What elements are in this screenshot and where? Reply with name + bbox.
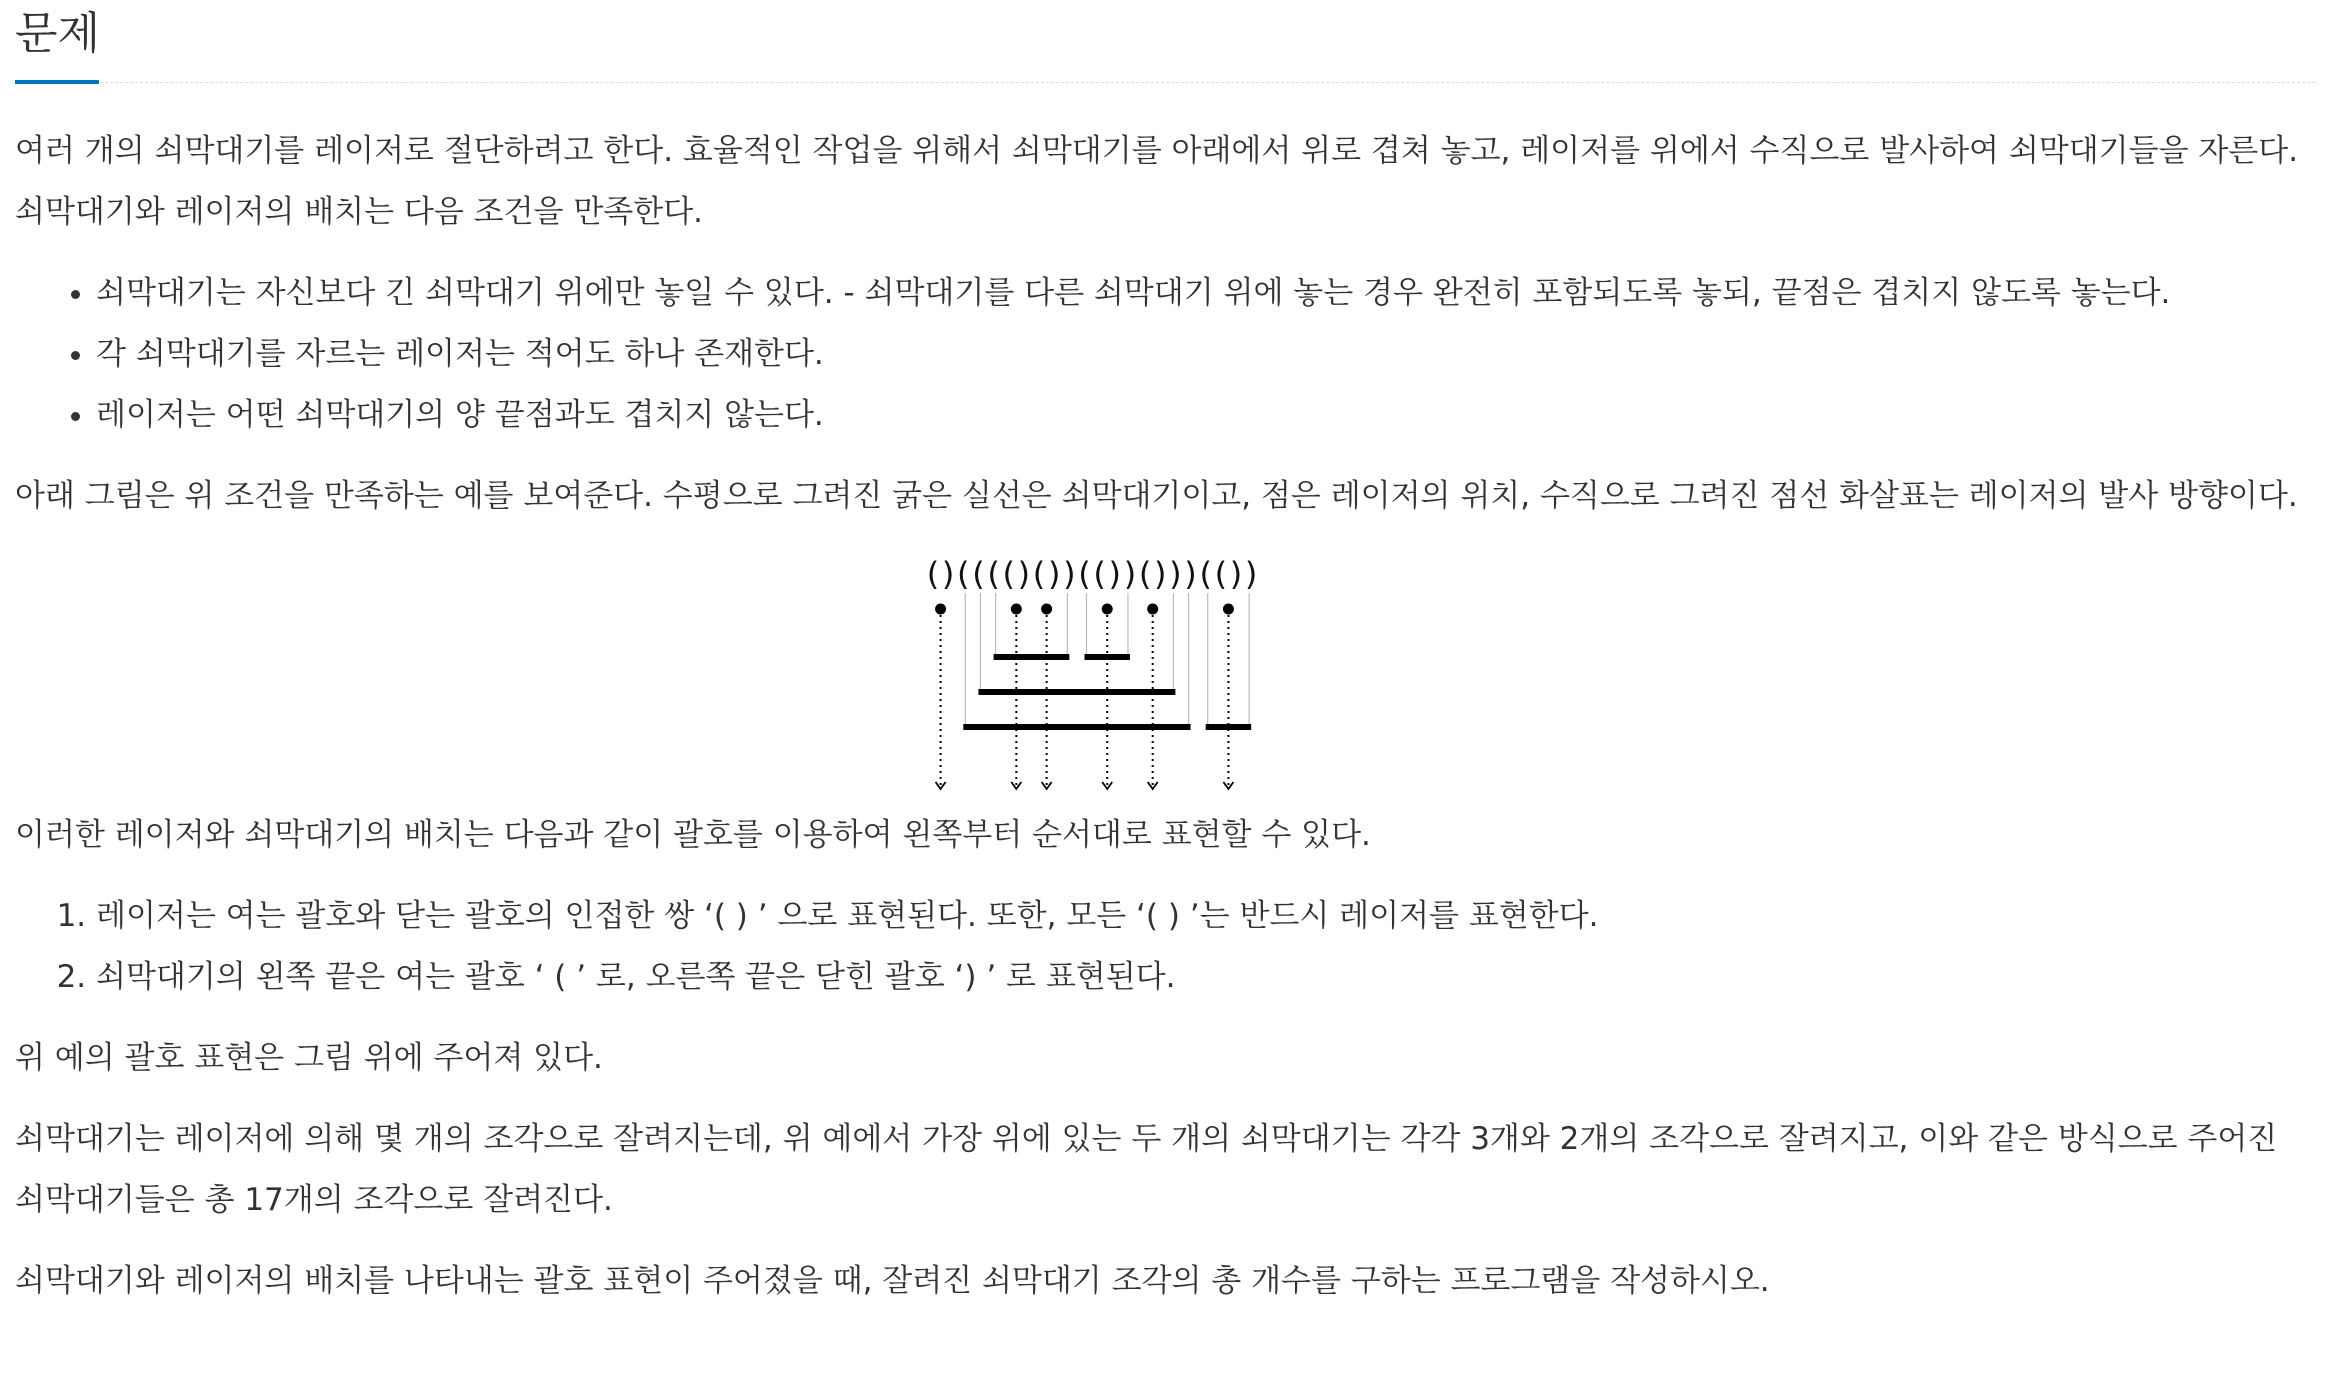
task-paragraph: 쇠막대기와 레이저의 배치를 나타내는 괄호 표현이 주어졌을 때, 잘려진 쇠막대기 조각의 총 개수를 구하는 프로그램을 작성하시오. — [15, 1263, 1770, 1299]
parenthesis-char: ) — [1229, 555, 1242, 593]
condition-item: • 각 쇠막대기를 자르는 레이저는 적어도 하나 존재한다. — [96, 324, 2315, 385]
parenthesis-char: ( — [1138, 555, 1151, 593]
laser-dot — [935, 604, 946, 615]
laser-dot — [1147, 604, 1158, 615]
laser-dot — [1041, 604, 1052, 615]
parenthesis-char: ) — [1123, 555, 1136, 593]
problem-description — [15, 121, 2315, 1312]
parenthesis-char: ( — [1077, 555, 1091, 593]
intro-paragraph: 여러 개의 쇠막대기를 레이저로 절단하려고 한다. 효율적인 작업을 위해서 쇠막대기를 아래에서 위로 겹쳐 놓고, 레이저를 위에서 수직으로 발사하여 쇠막대기들을 자른다. 쇠막대기와 레이저의 배치는 다음 조건을 만족한다. — [15, 133, 2299, 230]
parenthesis-char: ( — [1092, 555, 1106, 593]
parenthesis-char: ) — [1062, 555, 1076, 593]
figure-container — [15, 545, 2315, 805]
laser-dot — [1010, 604, 1021, 615]
laser-dot — [1101, 604, 1112, 615]
laser-dot — [1222, 604, 1233, 615]
parenthesis-char: ( — [956, 555, 970, 593]
parenthesis-char: ( — [1214, 555, 1227, 593]
parenthesis-char: ) — [1108, 555, 1121, 593]
pieces-paragraph: 쇠막대기는 레이저에 의해 몇 개의 조각으로 잘려지는데, 위 예에서 가장 위에 있는 두 개의 쇠막대기는 각각 3개와 2개의 조각으로 잘려지고, 이와 같은 방식으로 주어진 쇠막대기들은 총 17개의 조각으로 잘려진다. — [15, 1121, 2278, 1218]
parenthesis-char: ( — [971, 555, 985, 593]
parenthesis-char: ) — [1047, 555, 1060, 593]
condition-item: • 레이저는 어떤 쇠막대기의 양 끝점과도 겹치지 않는다. — [96, 385, 2315, 446]
parenthesis-char: ( — [986, 555, 1000, 593]
parenthesis-char: ) — [1153, 555, 1166, 593]
section-title: 문제 — [15, 8, 101, 59]
rule-item: 1. 레이저는 여는 괄호와 닫는 괄호의 인접한 쌍 ‘( ) ’ 으로 표현된다. 또한, 모든 ‘( ) ’는 반드시 레이저를 표현한다. — [96, 886, 2315, 947]
parenthesis-char: ) — [1183, 555, 1197, 593]
section-header — [15, 0, 2315, 83]
parenthesis-char: ( — [1002, 555, 1015, 593]
figure-intro-paragraph: 아래 그림은 위 조건을 만족하는 예를 보여준다. 수평으로 그려진 굵은 실선은 쇠막대기이고, 점은 레이저의 위치, 수직으로 그려진 점선 화살표는 레이저의 발사 방향이다. — [15, 478, 2298, 514]
rule-item: 2. 쇠막대기의 왼쪽 끝은 여는 괄호 ‘ ( ’ 로, 오른쪽 끝은 닫힌 괄호 ‘) ’ 로 표현된다. — [96, 947, 2315, 1008]
parenthesis-char: ( — [926, 555, 939, 593]
parenthesis-char: ) — [1244, 555, 1257, 593]
parenthesis-char: ) — [1168, 555, 1182, 593]
laser-cut-figure — [918, 545, 1413, 805]
parenthesis-char: ( — [1032, 555, 1045, 593]
conditions-list — [15, 263, 2315, 446]
title-underline — [15, 80, 99, 84]
problem-section — [15, 0, 2315, 1312]
parenthesis-char: ( — [1198, 555, 1212, 593]
bracket-intro-paragraph: 이러한 레이저와 쇠막대기의 배치는 다음과 같이 괄호를 이용하여 왼쪽부터 순서대로 표현할 수 있다. — [15, 817, 1371, 853]
example-note-paragraph: 위 예의 괄호 표현은 그림 위에 주어져 있다. — [15, 1040, 603, 1076]
condition-item: • 쇠막대기는 자신보다 긴 쇠막대기 위에만 놓일 수 있다. - 쇠막대기를 다른 쇠막대기 위에 놓는 경우 완전히 포함되도록 놓되, 끝점은 겹치지 않도록 놓는다. — [96, 263, 2315, 324]
parenthesis-char: ) — [1017, 555, 1030, 593]
rules-list — [15, 886, 2315, 1008]
parenthesis-char: ) — [941, 555, 954, 593]
